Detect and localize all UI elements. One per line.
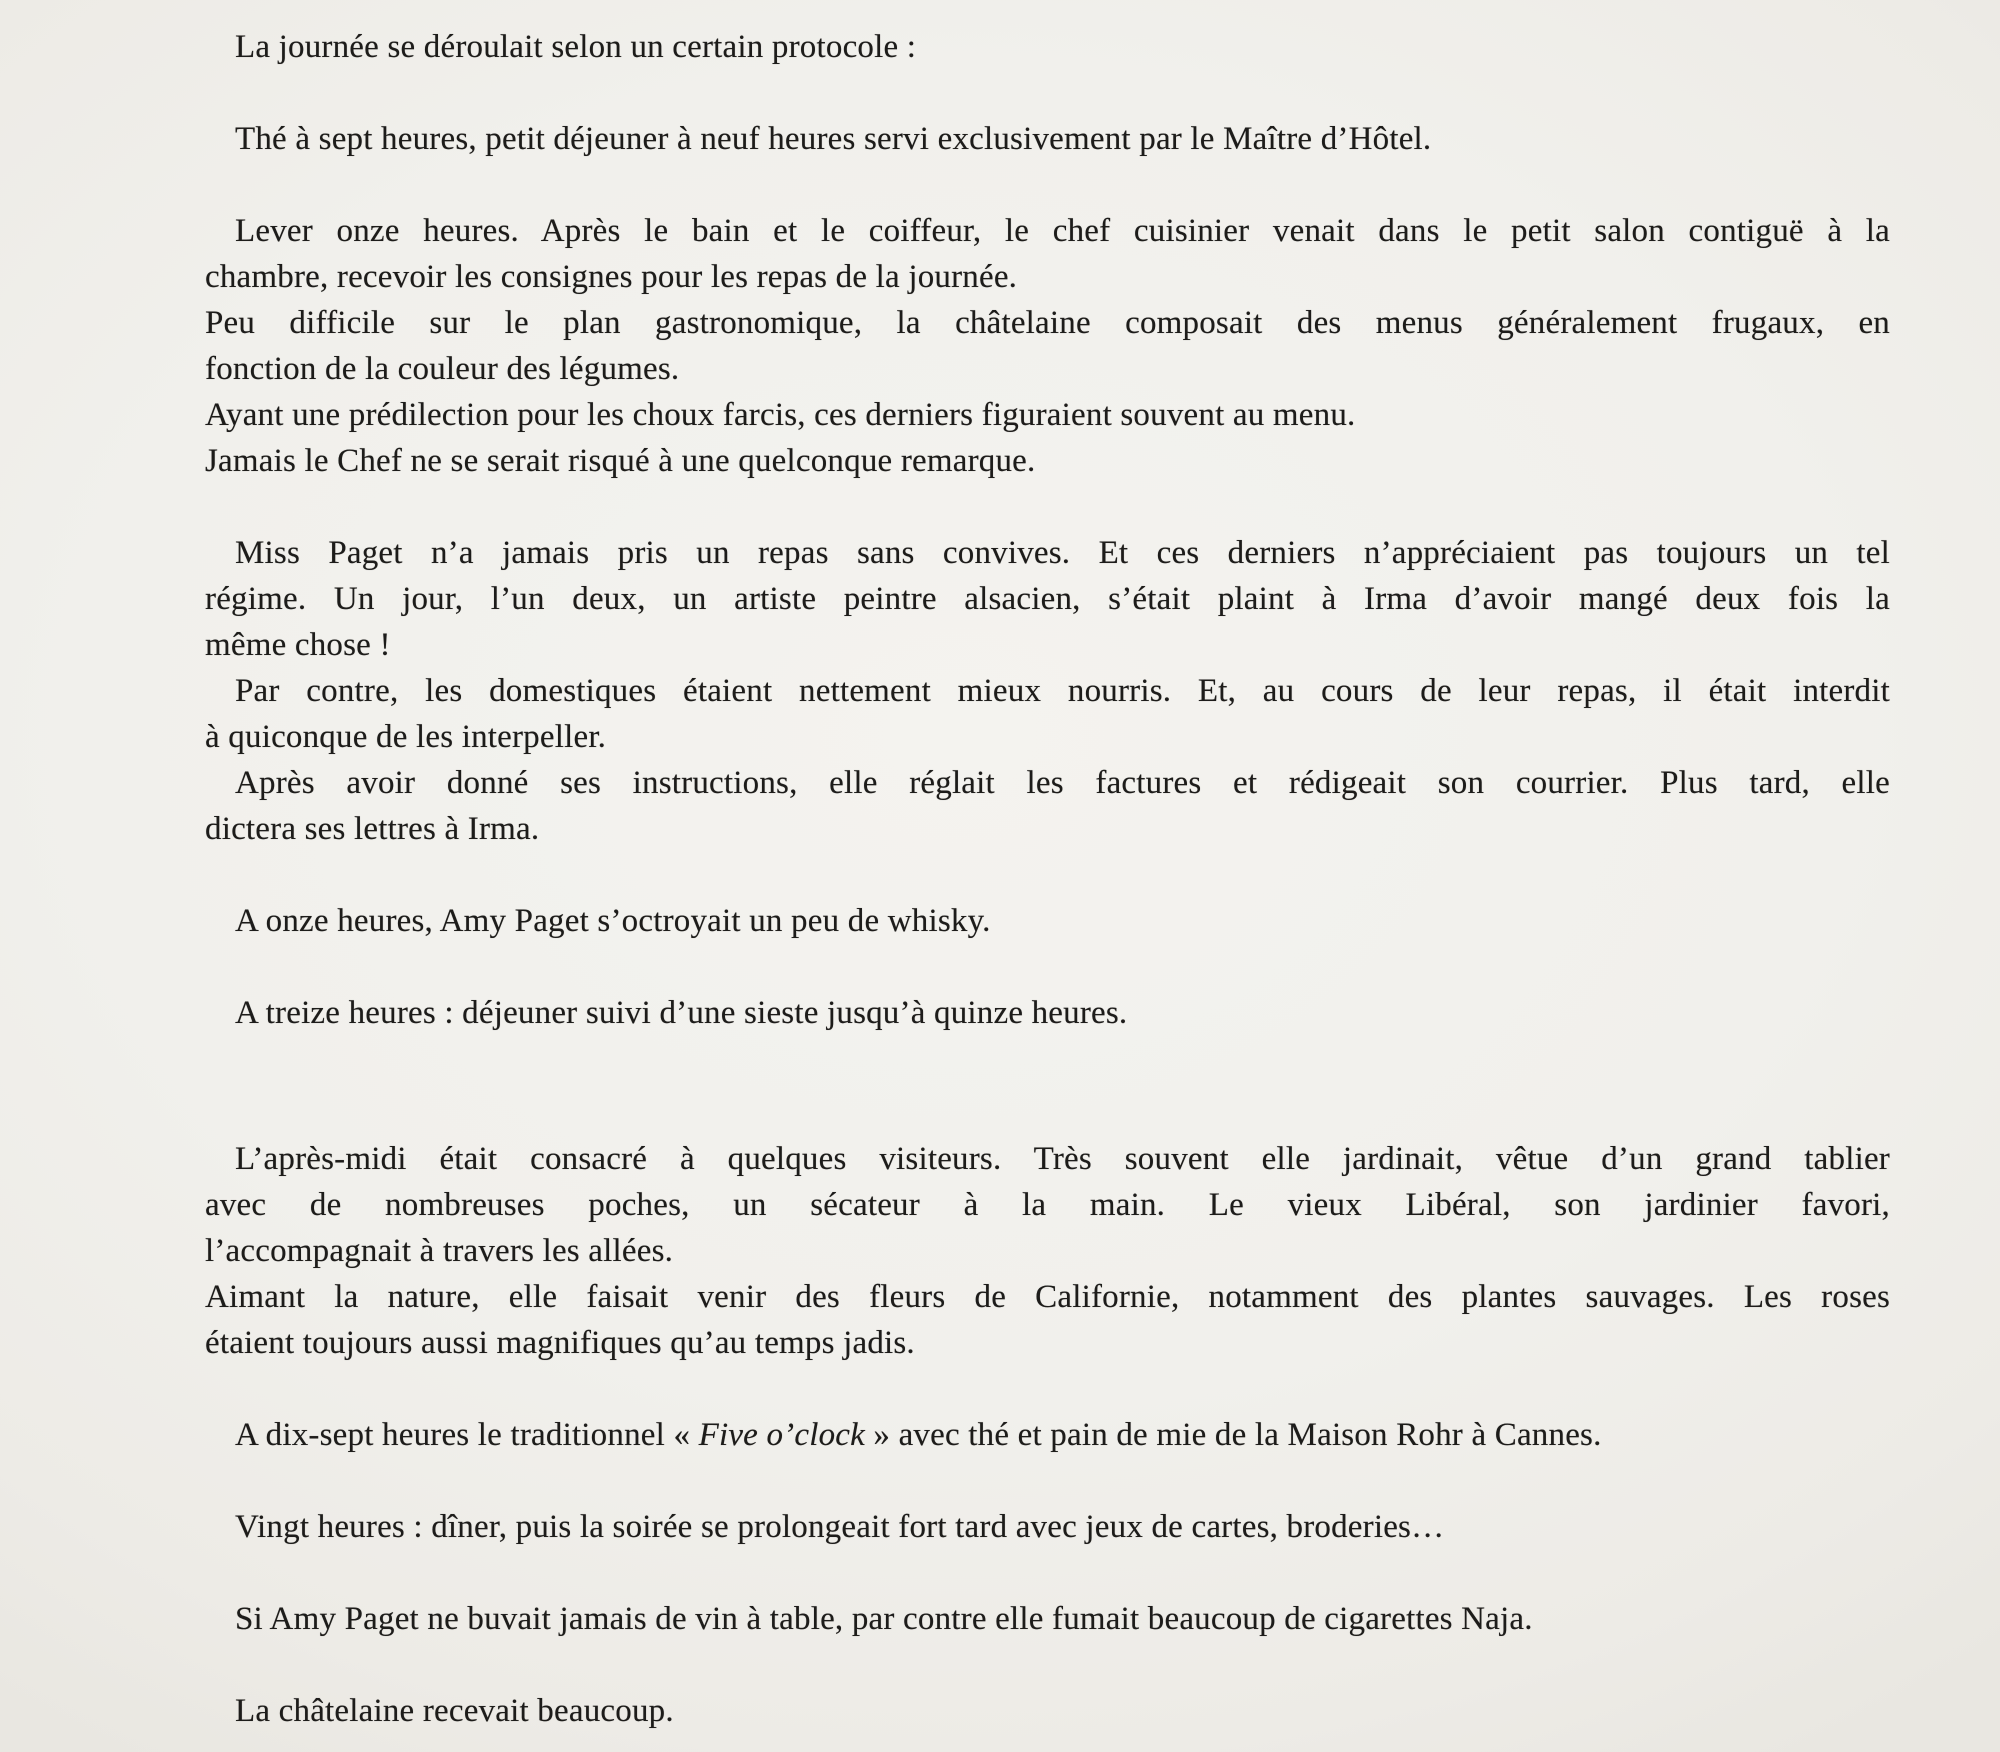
text-line: Peu difficile sur le plan gastronomique, la châtelaine composait des menus généralement frugaux, en [205,305,1890,341]
paragraph-jamais-le-chef [205,438,1890,484]
text-line: Ayant une prédilection pour les choux farcis, ces derniers figuraient souvent au menu. [205,397,1356,433]
paragraph-five-oclock [205,1412,1890,1458]
text-line: Lever onze heures. Après le bain et le coiffeur, le chef cuisinier venait dans le petit salon contiguë à la [235,213,1890,249]
text-line: Si Amy Paget ne buvait jamais de vin à table, par contre elle fumait beaucoup de cigarettes Naja. [235,1601,1533,1637]
text-line: l’accompagnait à travers les allées. [205,1233,674,1269]
text-line: même chose ! [205,627,391,663]
paragraph-choux-farcis [205,392,1890,438]
text-line: Thé à sept heures, petit déjeuner à neuf heures servi exclusivement par le Maître d’Hôtel. [235,121,1432,157]
paragraph-apres-midi-jardin [205,1136,1890,1274]
five-oclock-italic: Five o’clock [698,1417,865,1453]
text-line: La châtelaine recevait beaucoup. [235,1693,674,1729]
paragraph-vingt-heures-diner [205,1504,1890,1550]
paragraph-instructions-courrier [205,760,1890,852]
text-line: Vingt heures : dîner, puis la soirée se prolongeait fort tard avec jeux de cartes, broderies… [235,1509,1445,1545]
paragraph-onze-heures-whisky [205,898,1890,944]
text-line: La journée se déroulait selon un certain protocole : [235,29,917,65]
paragraph-peu-difficile [205,300,1890,392]
five-oclock-after: » avec thé et pain de mie de la Maison Rohr à Cannes. [864,1417,1602,1453]
text-line: Après avoir donné ses instructions, elle réglait les factures et rédigeait son courrier. Plus tard, elle [235,765,1890,801]
text-line: régime. Un jour, l’un deux, un artiste peintre alsacien, s’était plaint à Irma d’avoir mangé deux fois la [205,581,1890,617]
text-line: L’après-midi était consacré à quelques visiteurs. Très souvent elle jardinait, vêtue d’un grand tablier [235,1141,1890,1177]
text-line: étaient toujours aussi magnifiques qu’au temps jadis. [205,1325,915,1361]
paragraph-protocole [205,24,1890,70]
document-text-block [205,24,1890,1734]
text-line: à quiconque de les interpeller. [205,719,607,755]
paragraph-chatelaine-recevait [205,1688,1890,1734]
paragraph-lever-onze-heures [205,208,1890,300]
paragraph-treize-heures-sieste [205,990,1890,1036]
text-line: dictera ses lettres à Irma. [205,811,540,847]
text-line [205,1412,1890,1458]
paragraph-the-sept-heures [205,116,1890,162]
text-line: A onze heures, Amy Paget s’octroyait un peu de whisky. [235,903,991,939]
paragraph-miss-paget-repas [205,530,1890,668]
text-line: fonction de la couleur des légumes. [205,351,680,387]
paragraph-aimant-la-nature [205,1274,1890,1366]
text-line: chambre, recevoir les consignes pour les repas de la journée. [205,259,1018,295]
five-oclock-before: A dix-sept heures le traditionnel « [235,1417,699,1453]
text-line: Miss Paget n’a jamais pris un repas sans convives. Et ces derniers n’appréciaient pas toujours un tel [235,535,1890,571]
text-line: Jamais le Chef ne se serait risqué à une quelconque remarque. [205,443,1036,479]
text-line: Aimant la nature, elle faisait venir des fleurs de Californie, notamment des plantes sauvages. Les roses [205,1279,1890,1315]
text-line: A treize heures : déjeuner suivi d’une sieste jusqu’à quinze heures. [235,995,1128,1031]
paragraph-domestiques [205,668,1890,760]
paragraph-si-amy-paget-cigarettes [205,1596,1890,1642]
text-line: avec de nombreuses poches, un sécateur à la main. Le vieux Libéral, son jardinier favori, [205,1187,1890,1223]
text-line: Par contre, les domestiques étaient nettement mieux nourris. Et, au cours de leur repas, il était interdit [235,673,1890,709]
